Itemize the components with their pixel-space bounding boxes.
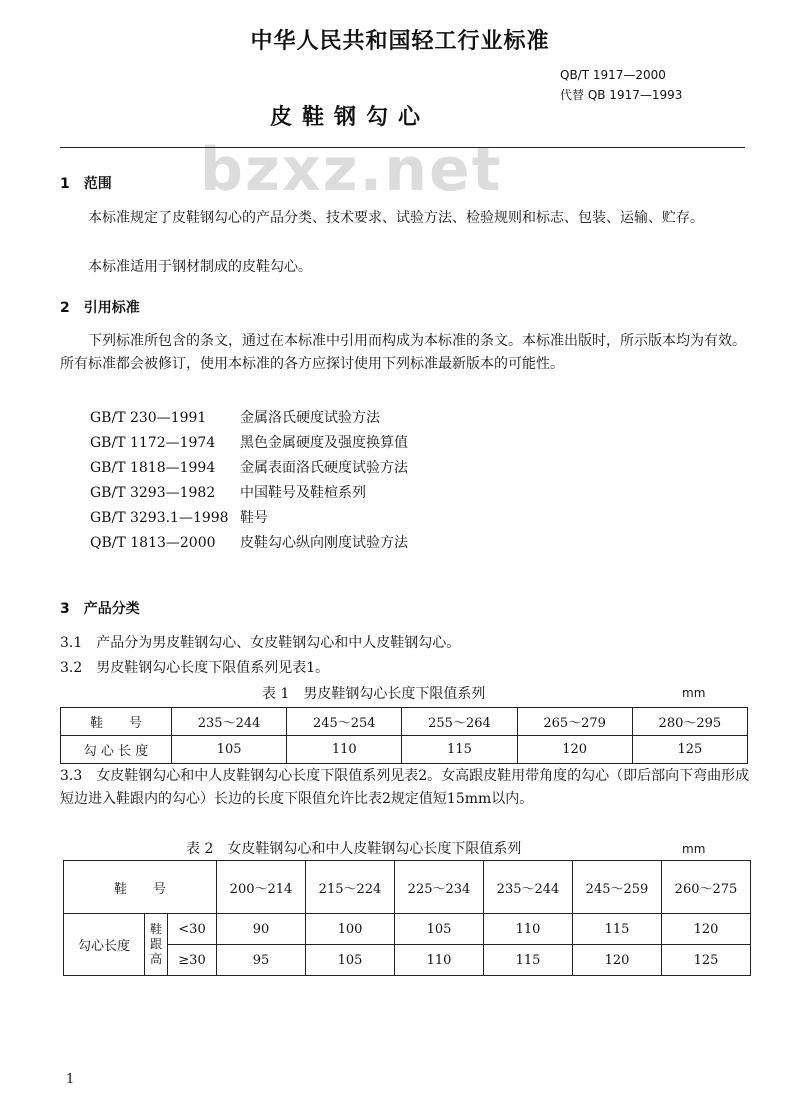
reference-name: 皮鞋勾心纵向刚度试验方法 — [240, 535, 408, 551]
reference-name: 中国鞋号及鞋楦系列 — [240, 485, 366, 501]
reference-code: GB/T 3293—1982 — [90, 485, 216, 501]
table-2 — [63, 860, 751, 976]
watermark-logo: bzxz.net — [200, 135, 503, 205]
table-row — [64, 914, 751, 945]
section-1-title: 1 范围 — [60, 176, 112, 192]
table-cell: 265～279 — [517, 708, 632, 736]
table-cell: 110 — [287, 736, 402, 764]
clause-3-1: 3.1 产品分为男皮鞋钢勾心、女皮鞋钢勾心和中人皮鞋钢勾心。 — [60, 635, 461, 651]
reference-item — [90, 507, 268, 527]
table-row — [64, 945, 751, 976]
table-1-unit: mm — [682, 686, 706, 700]
table-cell: 235～244 — [172, 708, 287, 736]
reference-code: GB/T 230—1991 — [90, 410, 207, 426]
reference-code: GB/T 3293.1—1998 — [90, 510, 229, 526]
table-cell: 90 — [217, 914, 306, 945]
clause-3-3: 3.3 女皮鞋钢勾心和中人皮鞋钢勾心长度下限值系列见表2。女高跟皮鞋用带角度的勾心（即后部向下弯曲形成短边进入鞋跟内的勾心）长边的长度下限值允许比表2规定值短15mm以内。 — [60, 768, 750, 807]
table-2-unit: mm — [682, 842, 706, 856]
table-cell: 280～295 — [632, 708, 747, 736]
table-header-cell: 勾 心 长 度 — [61, 736, 172, 764]
table-cell: 115 — [484, 945, 573, 976]
table-cell: 235～244 — [484, 861, 573, 914]
section-1-para-2: 本标准适用于钢材制成的皮鞋勾心。 — [88, 259, 312, 275]
reference-item — [90, 457, 408, 477]
section-3-title: 3 产品分类 — [60, 601, 140, 617]
reference-name: 鞋号 — [240, 510, 268, 526]
table-cell: 115 — [402, 736, 517, 764]
reference-item — [90, 407, 380, 427]
standard-code: QB/T 1917—2000 — [560, 68, 666, 82]
table-1-caption: 表 1 男皮鞋钢勾心长度下限值系列 — [262, 686, 486, 702]
reference-item — [90, 532, 408, 552]
table-cell: 245～259 — [573, 861, 662, 914]
reference-item — [90, 482, 366, 502]
table-cell: 110 — [484, 914, 573, 945]
table-cell: 125 — [662, 945, 751, 976]
reference-item — [90, 432, 408, 452]
reference-name: 黑色金属硬度及强度换算值 — [240, 435, 408, 451]
table-cell: 260～275 — [662, 861, 751, 914]
table-cell: 105 — [395, 914, 484, 945]
table-2-caption: 表 2 女皮鞋钢勾心和中人皮鞋钢勾心长度下限值系列 — [186, 841, 522, 857]
document-title: 皮鞋钢勾心 — [269, 105, 430, 130]
section-2-title: 2 引用标准 — [60, 300, 140, 316]
table-cell: 120 — [573, 945, 662, 976]
table-header-cell: 鞋 号 — [61, 708, 172, 736]
header-rule — [60, 147, 745, 148]
table-cell: 255～264 — [402, 708, 517, 736]
table-row — [64, 861, 751, 914]
table-cell: 225～234 — [395, 861, 484, 914]
table-row — [61, 736, 748, 764]
replaces-code: 代替 QB 1917—1993 — [560, 88, 683, 102]
table-cell: 125 — [632, 736, 747, 764]
table-row — [61, 708, 748, 736]
reference-code: GB/T 1172—1974 — [90, 435, 216, 451]
reference-name: 金属表面洛氏硬度试验方法 — [240, 460, 408, 476]
section-2-para: 下列标准所包含的条文，通过在本标准中引用而构成为本标准的条文。本标准出版时，所示版本均为有效。所有标准都会被修订，使用本标准的各方应探讨使用下列标准最新版本的可能性。 — [60, 333, 746, 372]
table-cell: 100 — [306, 914, 395, 945]
table-cell: 120 — [662, 914, 751, 945]
org-title: 中华人民共和国轻工行业标准 — [250, 29, 550, 54]
page-number: 1 — [66, 1072, 75, 1087]
table-cell: 200～214 — [217, 861, 306, 914]
table-header-cell: 勾心长度 — [64, 914, 145, 976]
table-cell: 215～224 — [306, 861, 395, 914]
reference-code: QB/T 1813—2000 — [90, 535, 216, 551]
table-cell: <30 — [168, 914, 217, 945]
reference-code: GB/T 1818—1994 — [90, 460, 216, 476]
clause-3-2: 3.2 男皮鞋钢勾心长度下限值系列见表1。 — [60, 660, 330, 676]
table-cell: 110 — [395, 945, 484, 976]
table-1 — [60, 707, 748, 764]
table-cell: ≥30 — [168, 945, 217, 976]
reference-name: 金属洛氏硬度试验方法 — [240, 410, 380, 426]
table-cell: 95 — [217, 945, 306, 976]
table-header-cell: 鞋跟高 — [145, 914, 168, 976]
table-cell: 105 — [172, 736, 287, 764]
table-header-cell: 鞋 号 — [64, 861, 217, 914]
table-cell: 115 — [573, 914, 662, 945]
table-cell: 120 — [517, 736, 632, 764]
table-cell: 105 — [306, 945, 395, 976]
section-1-para-1: 本标准规定了皮鞋钢勾心的产品分类、技术要求、试验方法、检验规则和标志、包装、运输、贮存。 — [88, 210, 704, 226]
table-cell: 245～254 — [287, 708, 402, 736]
